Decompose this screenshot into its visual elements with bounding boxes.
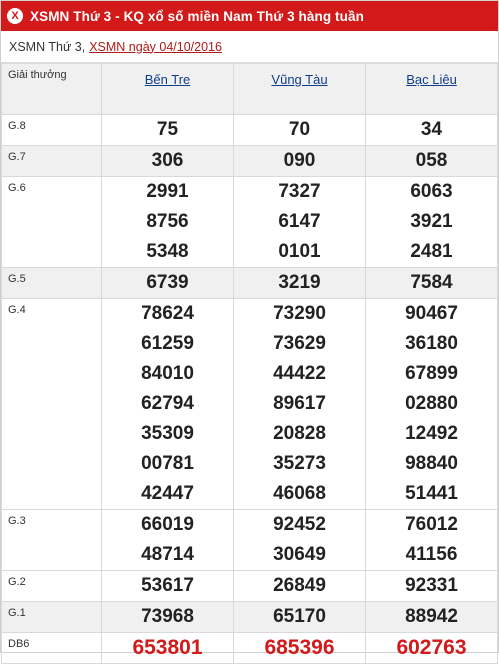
province-header-ben-tre: [102, 64, 234, 115]
result-number: 3219: [278, 272, 321, 293]
prize-label: DB6: [2, 633, 102, 664]
result-cell: [366, 268, 498, 299]
result-number: 12492: [405, 423, 458, 444]
province-header-vung-tau: [234, 64, 366, 115]
result-number: 41156: [366, 540, 497, 570]
result-cell: [366, 299, 498, 510]
table-row: [2, 602, 498, 633]
prize-label: G.2: [2, 571, 102, 602]
result-cell: [234, 571, 366, 602]
result-number: 98840: [366, 449, 497, 479]
special-prize-number: 685396: [264, 636, 335, 659]
result-number: 306: [151, 150, 184, 171]
result-number: 62794: [102, 389, 233, 419]
result-cell: [102, 571, 234, 602]
result-number: 6739: [146, 272, 189, 293]
province-link[interactable]: Bến Tre: [144, 72, 191, 87]
result-number: 90467: [405, 303, 458, 324]
prize-label: G.4: [2, 299, 102, 510]
result-cell: [234, 299, 366, 510]
result-number: 0101: [278, 241, 321, 262]
table-row: [2, 268, 498, 299]
result-cell: [234, 268, 366, 299]
result-number: 00781: [102, 449, 233, 479]
result-cell: [366, 602, 498, 633]
province-link[interactable]: Bạc Liêu: [406, 72, 457, 87]
result-number: 70: [288, 119, 311, 140]
result-number: 02880: [366, 389, 497, 419]
special-prize-number: 653801: [132, 636, 203, 659]
result-number: 67899: [405, 363, 458, 384]
prize-label: G.3: [2, 510, 102, 571]
result-number: 090: [283, 150, 316, 171]
province-link[interactable]: Vũng Tàu: [271, 72, 328, 87]
result-number: 44422: [273, 363, 326, 384]
result-number: 20828: [273, 423, 326, 444]
result-number: 2991: [146, 181, 189, 202]
result-number: 92331: [405, 575, 458, 596]
result-cell: [234, 633, 366, 664]
result-cell: [102, 268, 234, 299]
result-cell: [102, 177, 234, 268]
date-link[interactable]: XSMN ngày 04/10/2016: [89, 39, 222, 54]
result-cell: [102, 299, 234, 510]
result-cell: [366, 633, 498, 664]
province-header-bac-lieu: [366, 64, 498, 115]
table-row: [2, 177, 498, 268]
result-number: 76012: [405, 514, 458, 535]
result-number: 92452: [273, 514, 326, 535]
result-cell: [102, 510, 234, 571]
result-cell: [234, 177, 366, 268]
result-cell: [102, 146, 234, 177]
result-number: 5348: [146, 241, 189, 262]
result-cell: [366, 146, 498, 177]
prize-label: G.7: [2, 146, 102, 177]
result-number: 7584: [410, 272, 453, 293]
breadcrumb: [1, 31, 498, 63]
result-number: 30649: [234, 540, 365, 570]
result-cell: [234, 510, 366, 571]
result-number: 65170: [273, 606, 326, 627]
results-table: [1, 63, 498, 664]
result-cell: [366, 177, 498, 268]
result-cell: [234, 115, 366, 146]
result-cell: [366, 510, 498, 571]
result-number: 36180: [366, 329, 497, 359]
result-number: 35273: [234, 449, 365, 479]
prize-label: G.5: [2, 268, 102, 299]
result-number: 61259: [102, 329, 233, 359]
prize-label: G.8: [2, 115, 102, 146]
table-row: [2, 571, 498, 602]
result-cell: [102, 633, 234, 664]
xsmn-logo-icon: X: [7, 8, 23, 24]
prize-column-header: Giải thưởng: [2, 64, 102, 115]
result-number: 6147: [234, 207, 365, 237]
result-number: 75: [156, 119, 179, 140]
result-number: 51441: [405, 483, 458, 504]
result-number: 73290: [273, 303, 326, 324]
result-number: 35309: [141, 423, 194, 444]
result-number: 3921: [366, 207, 497, 237]
table-header-row: [2, 64, 498, 115]
breadcrumb-prefix: XSMN Thứ 3,: [9, 39, 86, 54]
result-number: 48714: [102, 540, 233, 570]
result-number: 8756: [102, 207, 233, 237]
result-cell: [366, 571, 498, 602]
page-header: [1, 1, 498, 31]
result-number: 34: [420, 119, 443, 140]
result-number: 6063: [410, 181, 453, 202]
prize-label: G.1: [2, 602, 102, 633]
result-cell: [102, 602, 234, 633]
result-number: 42447: [141, 483, 194, 504]
result-number: 88942: [405, 606, 458, 627]
result-number: 7327: [278, 181, 321, 202]
result-cell: [234, 146, 366, 177]
result-number: 73629: [234, 329, 365, 359]
result-number: 78624: [141, 303, 194, 324]
table-row: [2, 146, 498, 177]
table-row: [2, 299, 498, 510]
result-number: 73968: [141, 606, 194, 627]
result-number: 26849: [273, 575, 326, 596]
result-number: 46068: [273, 483, 326, 504]
result-number: 66019: [141, 514, 194, 535]
page-title: XSMN Thứ 3 - KQ xổ số miền Nam Thứ 3 hàng tuần: [30, 8, 364, 24]
result-number: 89617: [234, 389, 365, 419]
prize-label: G.6: [2, 177, 102, 268]
result-number: 2481: [410, 241, 453, 262]
result-cell: [102, 115, 234, 146]
special-prize-number: 602763: [396, 636, 467, 659]
result-cell: [234, 602, 366, 633]
table-row: [2, 510, 498, 571]
result-cell: [366, 115, 498, 146]
result-number: 84010: [141, 363, 194, 384]
table-row: [2, 633, 498, 664]
table-row: [2, 115, 498, 146]
result-number: 53617: [141, 575, 194, 596]
result-number: 058: [415, 150, 448, 171]
